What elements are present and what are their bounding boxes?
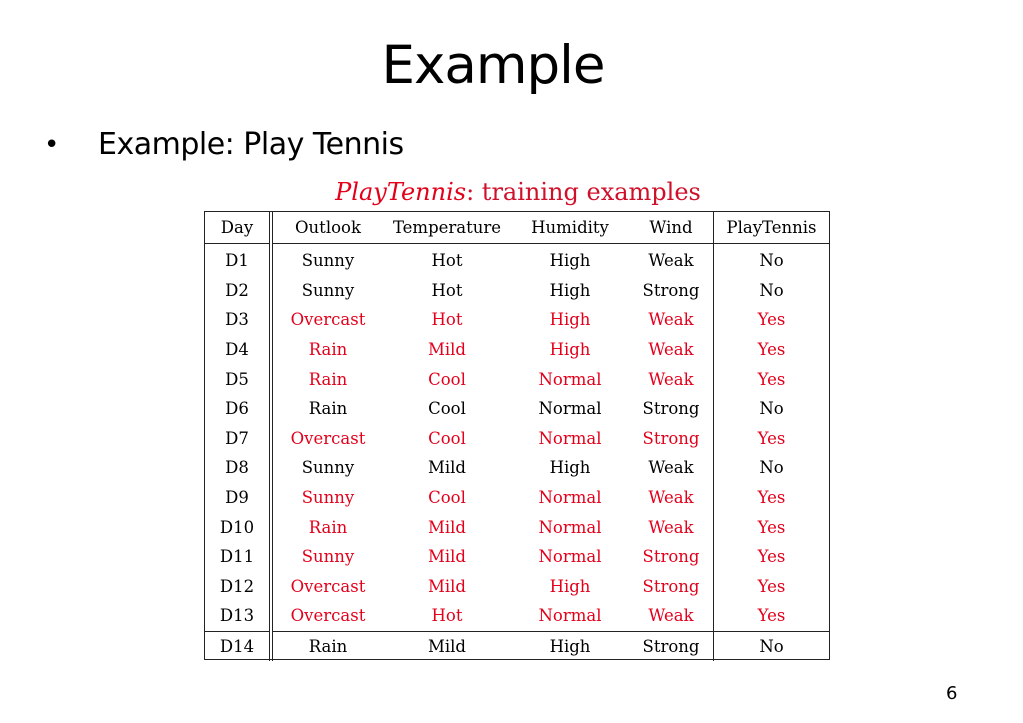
cell-temperature: Hot xyxy=(431,310,463,330)
cell-playtennis: No xyxy=(759,399,784,419)
table-header-row xyxy=(205,212,829,244)
table-row xyxy=(205,364,829,394)
cell-wind: Weak xyxy=(629,305,714,335)
cell-day: D3 xyxy=(205,305,271,335)
cell-playtennis: No xyxy=(759,280,784,300)
cell-wind: Weak xyxy=(629,364,714,394)
cell-day: D6 xyxy=(205,394,271,424)
cell-temperature: Cool xyxy=(428,428,466,448)
cell-playtennis: Yes xyxy=(757,576,786,596)
cell-outlook: Overcast xyxy=(290,576,366,596)
cell-humidity: Normal xyxy=(538,488,602,508)
cell-outlook: Rain xyxy=(308,340,348,360)
cell-playtennis: Yes xyxy=(757,310,786,330)
cell-humidity: Normal xyxy=(538,606,602,626)
table-row xyxy=(205,453,829,483)
cell-wind: Strong xyxy=(629,542,714,572)
cell-outlook: Overcast xyxy=(290,428,366,448)
cell-humidity: Normal xyxy=(538,428,602,448)
cell-playtennis: Yes xyxy=(757,547,786,567)
cell-day: D11 xyxy=(205,542,271,572)
cell-day: D4 xyxy=(205,335,271,365)
cell-day: D5 xyxy=(205,364,271,394)
cell-humidity: High xyxy=(549,576,591,596)
table-caption xyxy=(206,176,830,208)
table-row xyxy=(205,631,829,661)
cell-outlook: Overcast xyxy=(290,606,366,626)
cell-outlook: Rain xyxy=(308,517,348,537)
table-row xyxy=(205,335,829,365)
header-temperature: Temperature xyxy=(383,212,511,244)
training-examples-table xyxy=(204,211,830,660)
header-day: Day xyxy=(205,212,271,244)
cell-outlook: Rain xyxy=(308,399,348,419)
table-row xyxy=(205,601,829,631)
header-playtennis: PlayTennis xyxy=(714,212,830,244)
cell-playtennis: Yes xyxy=(757,369,786,389)
cell-day: D10 xyxy=(205,512,271,542)
cell-wind: Strong xyxy=(629,276,714,306)
cell-outlook: Sunny xyxy=(301,280,355,300)
cell-day: D7 xyxy=(205,424,271,454)
cell-humidity: Normal xyxy=(538,399,602,419)
cell-day: D14 xyxy=(205,631,271,661)
bullet-dot-icon: • xyxy=(44,130,60,160)
table-row xyxy=(205,512,829,542)
cell-wind: Weak xyxy=(629,601,714,631)
cell-outlook: Sunny xyxy=(301,488,355,508)
header-humidity: Humidity xyxy=(511,212,629,244)
cell-playtennis: Yes xyxy=(757,517,786,537)
cell-wind: Strong xyxy=(629,572,714,602)
cell-humidity: High xyxy=(549,251,591,271)
cell-temperature: Hot xyxy=(431,251,463,271)
table-row xyxy=(205,424,829,454)
cell-temperature: Mild xyxy=(427,517,466,537)
cell-playtennis: Yes xyxy=(757,428,786,448)
cell-humidity: Normal xyxy=(538,517,602,537)
cell-humidity: Normal xyxy=(538,547,602,567)
cell-wind: Weak xyxy=(629,244,714,276)
cell-outlook: Rain xyxy=(308,369,348,389)
cell-day: D13 xyxy=(205,601,271,631)
cell-wind: Strong xyxy=(629,424,714,454)
cell-temperature: Hot xyxy=(431,280,463,300)
cell-playtennis: Yes xyxy=(757,340,786,360)
table-row xyxy=(205,305,829,335)
table-row xyxy=(205,394,829,424)
cell-humidity: High xyxy=(549,458,591,478)
cell-playtennis: Yes xyxy=(757,606,786,626)
cell-outlook: Sunny xyxy=(301,458,355,478)
cell-temperature: Mild xyxy=(383,631,511,661)
page-number: 6 xyxy=(946,683,958,704)
cell-outlook: Rain xyxy=(271,631,383,661)
cell-playtennis: No xyxy=(759,251,784,271)
cell-humidity: High xyxy=(549,310,591,330)
cell-playtennis: No xyxy=(714,631,830,661)
cell-wind: Weak xyxy=(629,483,714,513)
cell-temperature: Mild xyxy=(427,458,466,478)
cell-outlook: Sunny xyxy=(301,547,355,567)
play-tennis-table xyxy=(205,212,829,661)
cell-temperature: Mild xyxy=(427,576,466,596)
bullet-text: Example: Play Tennis xyxy=(98,127,404,162)
cell-day: D1 xyxy=(205,244,271,276)
table-row xyxy=(205,542,829,572)
table-row xyxy=(205,276,829,306)
cell-humidity: High xyxy=(511,631,629,661)
cell-outlook: Sunny xyxy=(301,251,355,271)
table-caption-italic: PlayTennis xyxy=(335,178,467,206)
table-body xyxy=(205,244,829,662)
slide-title: Example xyxy=(381,35,605,96)
table-row xyxy=(205,572,829,602)
cell-humidity: Normal xyxy=(538,369,602,389)
table-row xyxy=(205,483,829,513)
cell-day: D2 xyxy=(205,276,271,306)
header-wind: Wind xyxy=(629,212,714,244)
cell-temperature: Cool xyxy=(428,399,466,419)
cell-humidity: High xyxy=(549,280,591,300)
cell-day: D9 xyxy=(205,483,271,513)
cell-wind: Strong xyxy=(629,394,714,424)
table-row xyxy=(205,244,829,276)
cell-temperature: Cool xyxy=(428,488,466,508)
cell-day: D8 xyxy=(205,453,271,483)
cell-wind: Weak xyxy=(629,453,714,483)
cell-playtennis: Yes xyxy=(757,488,786,508)
cell-playtennis: No xyxy=(759,458,784,478)
cell-wind: Strong xyxy=(629,631,714,661)
cell-temperature: Hot xyxy=(431,606,463,626)
cell-temperature: Cool xyxy=(428,369,466,389)
table-caption-rest: : training examples xyxy=(466,178,701,206)
cell-temperature: Mild xyxy=(427,340,466,360)
cell-day: D12 xyxy=(205,572,271,602)
cell-wind: Weak xyxy=(629,335,714,365)
header-outlook: Outlook xyxy=(271,212,383,244)
cell-wind: Weak xyxy=(629,512,714,542)
cell-temperature: Mild xyxy=(427,547,466,567)
cell-humidity: High xyxy=(549,340,591,360)
cell-outlook: Overcast xyxy=(290,310,366,330)
